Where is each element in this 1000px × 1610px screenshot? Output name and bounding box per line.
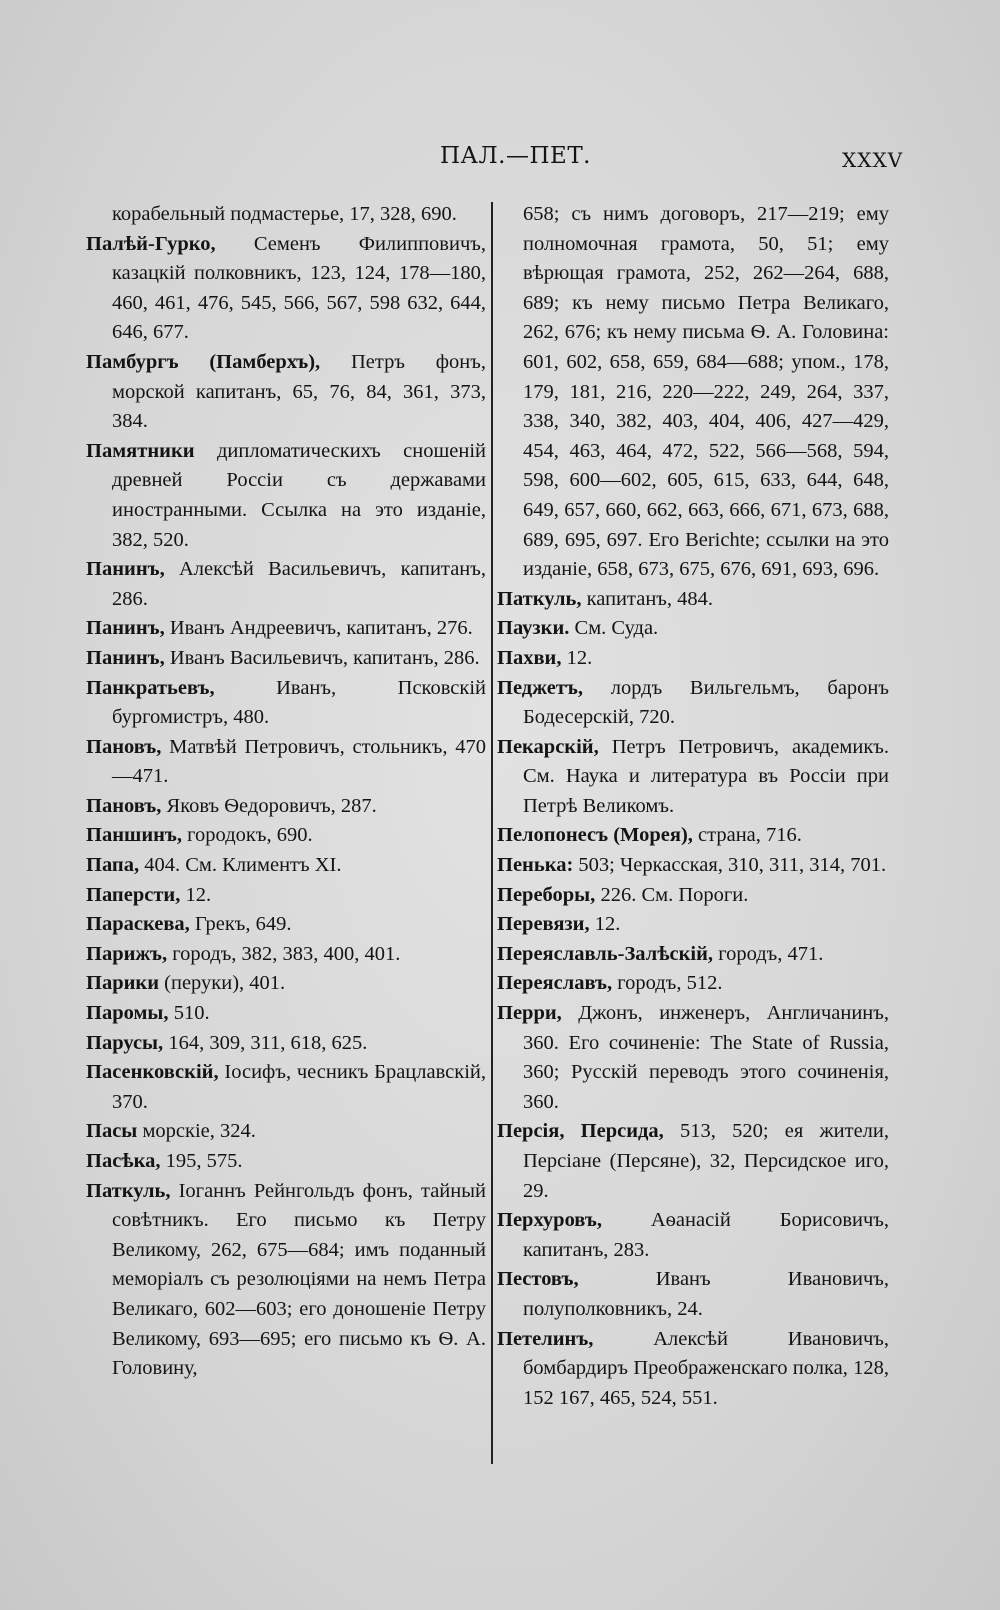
index-entry-text: Иванъ Васильевичъ, капитанъ, 286. <box>164 646 480 669</box>
index-entry-text: 12. <box>180 883 212 906</box>
index-entry <box>86 614 486 644</box>
index-entry <box>497 969 889 999</box>
index-entry <box>86 200 486 230</box>
index-headword: Панинъ, <box>86 646 165 669</box>
index-entry <box>497 1265 889 1324</box>
index-headword: Пасѣка, <box>86 1150 161 1172</box>
index-entry-text: 503; Черкасская, 310, 311, 314, 701. <box>573 854 887 877</box>
index-entry <box>86 555 486 614</box>
index-entry-text: Грекъ, 649. <box>189 913 292 936</box>
index-entry <box>86 999 486 1029</box>
index-entry <box>86 881 486 911</box>
running-head: ПАЛ.—ПЕТ. <box>440 143 591 169</box>
index-headword: Пахви, <box>497 646 562 669</box>
index-entry-text: Алексѣй Васильевичъ, капитанъ, 286. <box>112 558 486 610</box>
index-entry-text: 513, 520; ея жители, Персіане (Персяне), 32, Персидское иго, 29. <box>523 1120 889 1202</box>
index-entry <box>497 200 889 585</box>
index-headword: Паткуль, <box>497 587 582 610</box>
index-entry-text: морскіе, 324. <box>137 1120 256 1143</box>
index-headword: Парижъ, <box>86 942 168 965</box>
index-headword: Паншинъ, <box>86 824 183 847</box>
index-entry-text: 12. <box>561 646 593 669</box>
index-entry-text: Джонъ, инженеръ, Англичанинъ, 360. Его сочиненіе: The State of Russia, 360; Русскій переводъ этого сочиненія, 360. <box>523 1002 889 1113</box>
index-headword: Пасенковскій, <box>86 1061 219 1084</box>
index-headword: Папа, <box>86 854 140 877</box>
page-number: XXXV <box>842 148 904 172</box>
index-entry <box>86 940 486 970</box>
index-entry <box>497 940 889 970</box>
index-entry-text: 12. <box>589 913 621 936</box>
index-headword: Перри, <box>497 1002 562 1025</box>
index-headword: Памятники <box>86 439 195 462</box>
index-headword: Панинъ, <box>86 617 165 640</box>
index-entry-text: Петръ фонъ, морской капитанъ, 65, 76, 84, 361, 373, 384. <box>112 350 486 433</box>
index-entry-text: городокъ, 690. <box>182 824 313 847</box>
index-entry <box>86 821 486 851</box>
index-headword: Переяславъ, <box>497 972 613 995</box>
index-entry-text: Іосифъ, чесникъ Брацлавскій, 370. <box>112 1061 486 1113</box>
index-headword: Педжетъ, <box>497 676 583 699</box>
index-entry-text: Аѳанасій Борисовичъ, капитанъ, 283. <box>523 1209 889 1261</box>
index-entry-text: 226. См. Пороги. <box>595 883 749 906</box>
index-entry <box>86 851 486 881</box>
index-entry <box>86 1058 486 1117</box>
index-entry-text: Матвѣй Петровичъ, стольникъ, 470—471. <box>112 735 486 788</box>
index-entry <box>86 1117 486 1147</box>
index-headword: Пасы <box>86 1120 138 1143</box>
index-headword: Переяславль-Залѣскій, <box>497 942 714 965</box>
index-entry-text: страна, 716. <box>692 824 802 847</box>
index-entry-text: Иванъ Андреевичъ, капитанъ, 276. <box>164 617 473 640</box>
index-headword: Паузки. <box>497 617 570 640</box>
index-entry <box>86 910 486 940</box>
index-entry <box>86 1147 486 1177</box>
index-entry-text: Іоганнъ Рейнгольдъ фонъ, тайный совѣтникъ. Его письмо къ Петру Великому, 262, 675—684; имъ поданный меморіалъ съ резолюціями на немъ Петра Великаго, 602—603; его доношеніе Петру Великому, 693—695; его письмо къ Ѳ. А. Головину, <box>112 1179 486 1380</box>
index-entry <box>497 644 889 674</box>
index-headword: Пановъ, <box>86 794 162 817</box>
index-column-left <box>86 200 486 1384</box>
index-entry <box>86 674 486 733</box>
index-entry-text: Алексѣй Ивановичъ, бомбардиръ Преображенскаго полка, 128, 152 167, 465, 524, 551. <box>523 1327 889 1409</box>
index-entry <box>86 644 486 674</box>
index-entry <box>497 674 889 733</box>
index-entry-text: дипломатическихъ сношеній древней Россіи съ державами иностранными. Ссылка на это изданіе, 382, 520. <box>112 439 486 551</box>
index-headword: Панкратьевъ, <box>86 676 215 699</box>
index-entry-text: Яковъ Ѳедоровичъ, 287. <box>161 794 377 817</box>
index-headword: Переборы, <box>497 883 596 906</box>
index-headword: Паперсти, <box>86 883 181 906</box>
index-entry <box>497 851 889 881</box>
index-entry <box>86 437 486 555</box>
index-headword: Панинъ, <box>86 558 165 581</box>
index-column-right <box>497 200 889 1413</box>
index-entry-text: 195, 575. <box>160 1150 243 1172</box>
index-headword: Парики <box>86 972 160 995</box>
column-divider <box>491 202 493 1464</box>
index-entry-text: капитанъ, 484. <box>581 587 714 610</box>
index-entry <box>497 821 889 851</box>
index-entry <box>86 348 486 437</box>
index-entry-text: корабельный подмастерье, 17, 328, 690. <box>112 203 457 225</box>
index-headword: Петелинъ, <box>497 1327 594 1350</box>
index-headword: Пенька: <box>497 854 574 877</box>
index-entry-text: 404. См. Климентъ XI. <box>139 854 342 877</box>
index-entry <box>86 1029 486 1059</box>
index-headword: Пановъ, <box>86 735 162 758</box>
index-headword: Перхуровъ, <box>497 1209 602 1232</box>
index-entry <box>86 792 486 822</box>
index-entry-text: городъ, 471. <box>713 942 824 965</box>
index-entry-text: Семенъ Филипповичъ, казацкій полковникъ, 123, 124, 178—180, 460, 461, 476, 545, 566, 567, 598 632, 644, 646, 677. <box>112 232 486 344</box>
index-entry <box>497 1117 889 1206</box>
index-entry <box>86 230 486 348</box>
index-entry-text: Иванъ, Псковскій бургомистръ, 480. <box>112 676 486 729</box>
index-headword: Паромы, <box>86 1002 169 1025</box>
index-headword: Пекарскій, <box>497 735 599 758</box>
index-entry-text: Петръ Петровичъ, академикъ. См. Наука и литература въ Россіи при Петрѣ Великомъ. <box>523 735 889 817</box>
index-entry <box>497 733 889 822</box>
index-entry-text: См. Суда. <box>569 617 659 640</box>
index-entry-text: Иванъ Ивановичъ, полуполковникъ, 24. <box>523 1268 889 1320</box>
index-headword: Персія, Персида, <box>497 1120 664 1143</box>
index-headword: Палѣй-Гурко, <box>86 232 216 255</box>
index-headword: Пестовъ, <box>497 1268 579 1291</box>
index-entry <box>86 1177 486 1384</box>
index-entry <box>497 585 889 615</box>
index-entry-text: 658; съ нимъ договоръ, 217—219; ему полномочная грамота, 50, 51; ему вѣрющая грамота, 252, 262—264, 688, 689; къ нему письмо Петра Великаго, 262, 676; къ нему письма Ѳ. А. Головина: 601, 602, 658, 659, 684—688; упом., 178, 179, 181, 216, 220—222, 249, 264, 337, 338, 340, 382, 403, 404, 406, 427—429, 454, 463, 464, 472, 522, 566—568, 594, 598, 600—602, 605, 615, 633, 644, 648, 649, 657, 660, 662, 663, 666, 671, 673, 688, 689, 695, 697. Его Berichte; ссылки на это изданіе, 658, 673, 675, 676, 691, 693, 696. <box>523 203 889 581</box>
index-headword: Параскева, <box>86 913 190 936</box>
index-entry <box>86 969 486 999</box>
index-entry <box>497 1325 889 1414</box>
index-headword: Памбургъ (Памберхъ), <box>86 350 321 373</box>
index-headword: Перевязи, <box>497 913 590 936</box>
index-entry <box>86 733 486 792</box>
index-entry <box>497 1206 889 1265</box>
index-entry <box>497 881 889 911</box>
index-entry-text: 164, 309, 311, 618, 625. <box>163 1031 368 1054</box>
index-entry-text: городъ, 382, 383, 400, 401. <box>167 942 401 965</box>
index-entry-text: городъ, 512. <box>612 972 723 995</box>
index-entry <box>497 999 889 1117</box>
index-entry <box>497 614 889 644</box>
index-headword: Пелопонесъ (Морея), <box>497 824 693 847</box>
index-headword: Паткуль, <box>86 1179 171 1202</box>
index-entry-text: (перуки), 401. <box>159 972 286 995</box>
index-entry-text: 510. <box>168 1002 210 1025</box>
index-entry <box>497 910 889 940</box>
index-headword: Парусы, <box>86 1031 164 1054</box>
index-entry-text: лордъ Вильгельмъ, баронъ Бодесерскій, 720. <box>523 676 889 729</box>
